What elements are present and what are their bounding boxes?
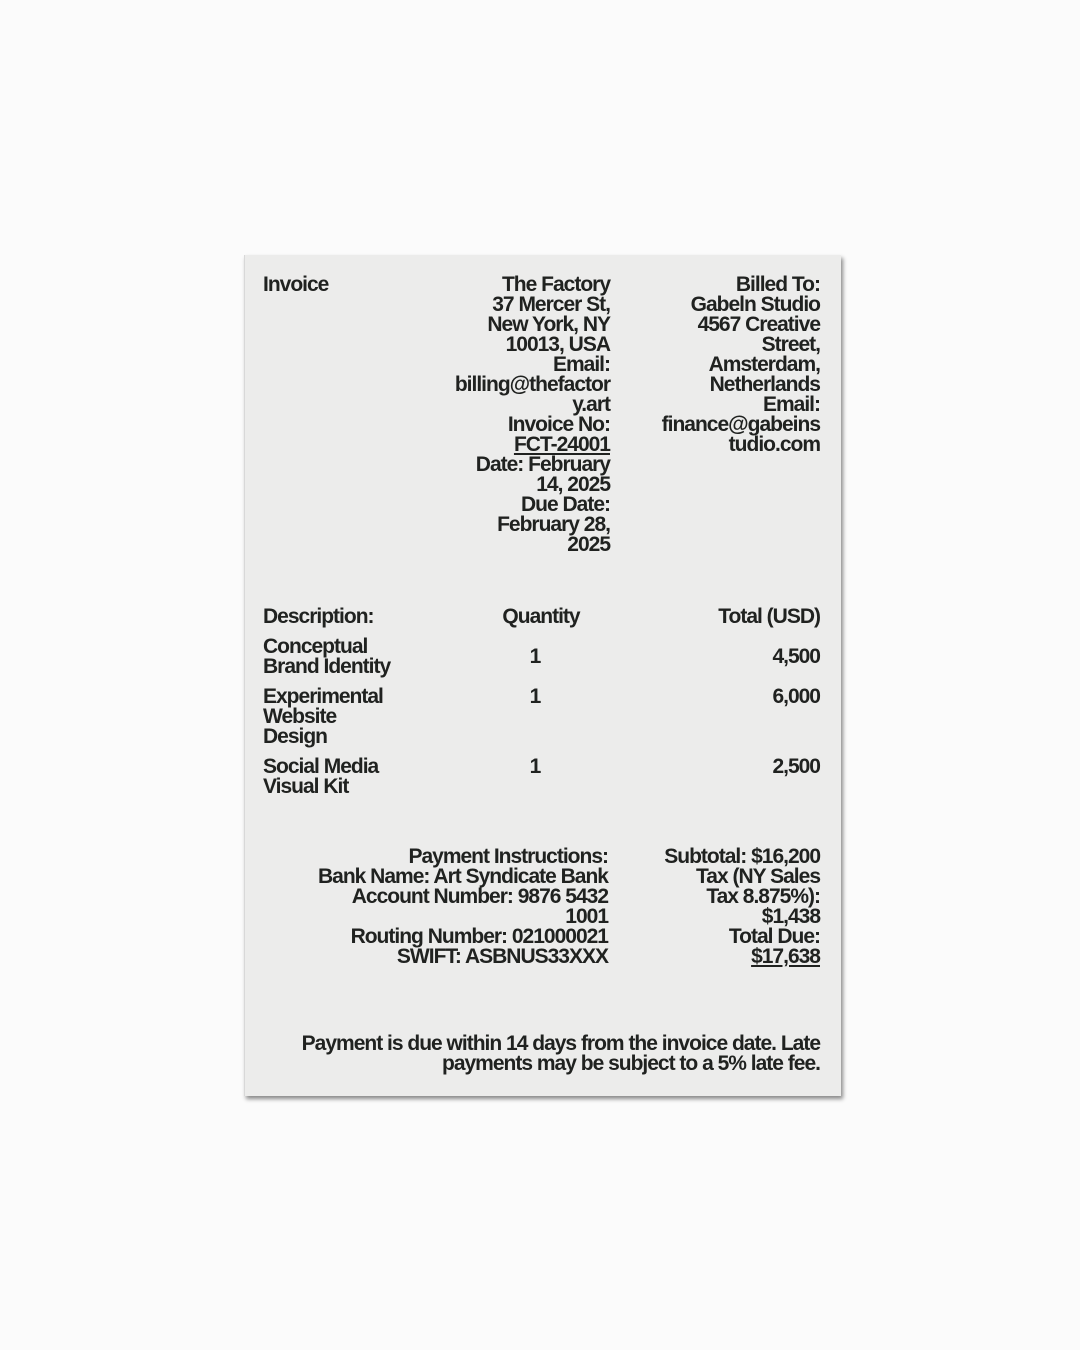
table-row-total: 2,500 [772,755,820,778]
invoice-date-line: 14, 2025 [536,473,610,496]
sender-address-line: 10013, USA [505,333,610,356]
billed-to-label: Billed To: [735,273,820,296]
totals-block [664,847,820,967]
client-address-line: Street, [761,333,820,356]
table-row-quantity: 1 [529,685,541,708]
client-address-line: Netherlands [709,373,820,396]
account-number-line: Account Number: 9876 5432 [351,885,608,908]
account-number-line: 1001 [565,905,608,928]
description-line: Brand Identity [263,655,391,678]
due-date-label: Due Date: [520,493,610,516]
tax-line: $1,438 [761,905,820,928]
due-date-line: February 28, [497,513,610,536]
tax-line: Tax (NY Sales [696,865,820,888]
client-address-line: Amsterdam, [708,353,820,376]
sender-email-line: billing@thefactor [454,373,610,396]
due-date-line: 2025 [567,533,610,556]
routing-number: Routing Number: 021000021 [350,925,608,948]
table-row-total: 6,000 [772,685,820,708]
sender-email-line: y.art [572,393,610,416]
payment-instructions [318,847,608,967]
tax-line: Tax 8.875%): [706,885,820,908]
table-row-quantity: 1 [529,755,541,778]
payment-instructions-title: Payment Instructions: [408,845,608,868]
total-due-label: Total Due: [728,925,820,948]
table-row-quantity: 1 [529,645,541,668]
description-line: Experimental [263,685,383,708]
invoice-number-label: Invoice No: [507,413,610,436]
note-line: payments may be subject to a 5% late fee. [442,1052,820,1075]
billed-to-block [662,275,820,455]
client-address-line: 4567 Creative [697,313,820,336]
column-header-quantity: Quantity [502,605,580,628]
table-row-total: 4,500 [772,645,820,668]
total-due-amount: $17,638 [751,945,820,968]
description-line: Design [263,725,328,748]
sender-name: The Factory [501,273,610,296]
invoice-sheet [244,255,841,1096]
bank-name: Bank Name: Art Syndicate Bank [318,865,608,888]
client-name: Gabeln Studio [690,293,820,316]
sender-email-label: Email: [552,353,610,376]
payment-terms-note [302,1034,820,1074]
sender-address-line: 37 Mercer St, [492,293,610,316]
description-line: Website [263,705,337,728]
table-row-description [263,757,378,797]
description-line: Visual Kit [263,775,349,798]
invoice-date-line: Date: February [475,453,610,476]
table-row-description [263,687,383,747]
sender-address-line: New York, NY [487,313,610,336]
client-email-label: Email: [762,393,820,416]
note-line: Payment is due within 14 days from the invoice date. Late [301,1032,820,1055]
sender-block [455,275,610,555]
invoice-title: Invoice [263,273,329,296]
swift-code: SWIFT: ASBNUS33XXX [396,945,608,968]
client-email-line: finance@gabeins [661,413,820,436]
table-row-description [263,637,390,677]
client-email-line: tudio.com [728,433,820,456]
description-line: Social Media [263,755,379,778]
column-header-description: Description: [263,605,374,628]
invoice-number: FCT-24001 [513,433,610,456]
subtotal: Subtotal: $16,200 [664,845,820,868]
description-line: Conceptual [263,635,368,658]
column-header-total: Total (USD) [718,605,820,628]
